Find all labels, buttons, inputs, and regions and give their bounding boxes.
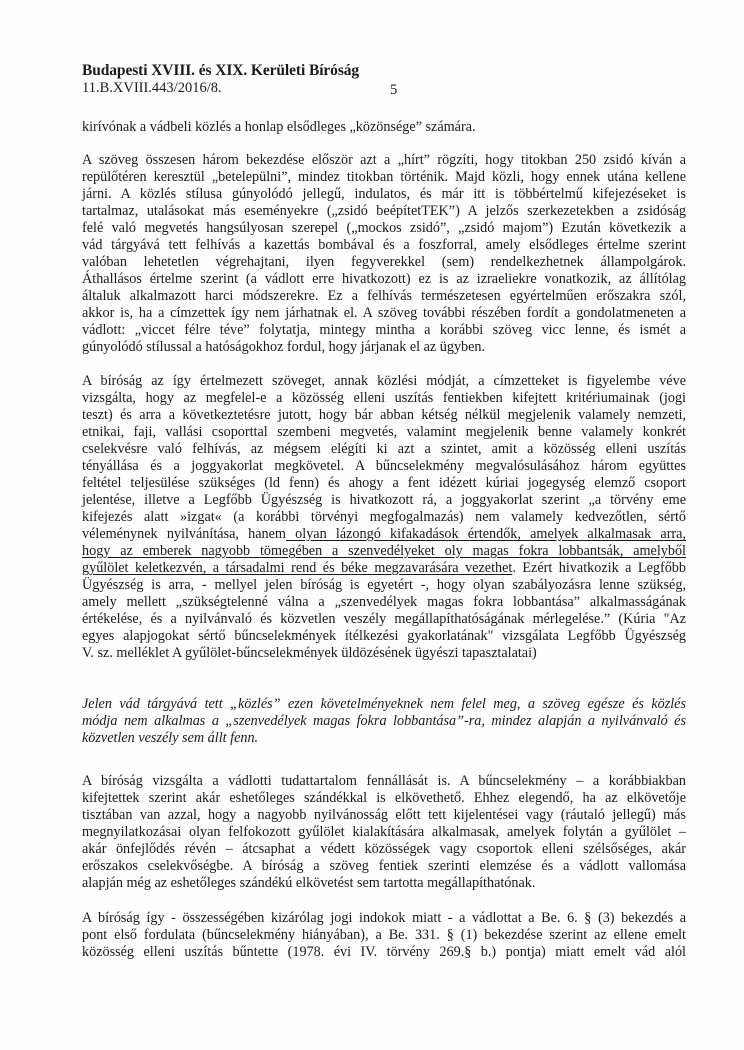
paragraph-line: tartalmaz, utalásokat más eseményekre („zsidó beépítetTEK”) A jelzős szerkezetekben a zsidóság [82,203,686,219]
paragraph-line: felé való megvetés hangsúlyosan szerepel („mockos zsidó”, „zsidó majom”) Ezután következik a [82,220,686,236]
court-name: Budapesti XVIII. és XIX. Kerületi Bíróság [82,62,360,79]
paragraph-line: általuk alkalmazott harci módszerekre. Ez a felhívás természetesen egyértelműen erőszakra szól, [82,288,686,304]
paragraph-line: tényállása és a joggyakorlat megkövetel. A bűncselekmény megvalósulásához három együttes [82,458,686,474]
paragraph-line: tisztában van azzal, hogy a nagyobb nyilvánosság előtt tett kijelentései vagy (ráutaló jellegű) más [82,807,686,823]
paragraph-line: amely mellett „szükségtelenné válna a „szenvedélyek magas fokra lobbantása” alkalmasságának [82,594,686,610]
paragraph-line: közösség elleni uszítás bűntette (1978. évi IV. törvény 269.§ b.) pontja) miatt emelt vád alól [82,944,686,960]
paragraph-line: erőszakos cselekvőségbe. A bíróság a szöveg fentiek szerinti elemzése és a vádlott vallomása [82,858,686,874]
paragraph-line: közvetlen veszély sem állt fenn. [82,730,259,746]
paragraph-line: V. sz. melléklet A gyűlölet-bűncselekmények üldözésének ügyészi tapasztalatai) [82,645,537,661]
paragraph-line: feltétel teljesülése szükséges (ld fenn) és ahogy a fent idézett kúriai jogegység elemző csoport [82,475,686,491]
paragraph-line: akár önfejlődés révén – átcsaphat a védett közösségek vagy csoportok elleni szélsőséges, akár [82,841,686,857]
paragraph-line: A bíróság így - összességében kizárólag jogi indokok miatt - a vádlottat a Be. 6. § (3) bekezdés a [82,910,686,926]
paragraph-line: járni. A közlés stílusa gúnyolódó jellegű, indulatos, és már itt is többértelmű kifejezéseket is [82,186,686,202]
paragraph-line: repülőtéren keresztül „betelepülni”, mindez titokban történik. Majd közli, hogy ennek utána kellene [82,169,686,185]
paragraph-line: Ügyészség is arra, - mellyel jelen bíróság is egyetért -, hogy olyan szabályozásra lenne szükség, [82,577,686,593]
paragraph-line: vád tárgyává tett felhívás a kazettás bombával és a foszforral, amely elsődleges értelme szerint [82,237,686,253]
paragraph-line: cselekvésre való felhívás, az mégsem elégíti ki azt a szintet, amit a közösség elleni uszítás [82,441,686,457]
case-number: 11.B.XVIII.443/2016/8. [82,80,222,96]
paragraph-line: Áthallásos értelme szerint (a vádlott erre hivatkozott) ez is az izraeliekre vonatkozik, az állítólag [82,271,686,287]
underlined-quote: olyan lázongó kifakadások értendők, amelyek alkalmasak arra, [285,526,687,542]
paragraph-line: kifejezés alatt »izgat« (a korábbi törvényi megfogalmazás) nem valamely kedvezőtlen, sértő [82,509,686,525]
underlined-quote: hogy az emberek nagyobb tömegében a szenvedélyeket oly magas fokra lobbantsák, amelyből [82,543,686,559]
paragraph-line: vádlott: „viccet félre téve” folytatja, mintegy mintha a korábbi szöveg vicc lenne, és ismét a [82,322,686,338]
paragraph-line: A szöveg összesen három bekezdése először azt a „hírt” rögzíti, hogy titokban 250 zsidó kíván a [82,152,686,168]
underlined-quote: gyűlölet keletkezvén, a társadalmi rend és béke megzavarására vezethet [82,560,513,576]
paragraph-line [82,560,686,577]
paragraph-line: pont első fordulata (bűncselekmény hiányában), a Be. 331. § (1) bekezdése szerint az ellene emelt [82,927,686,943]
paragraph-line: teszt) és arra a következtetésre jutott, hogy bár abban kétség nélkül megjelenik valamely nemzeti, [82,407,686,423]
paragraph-line: valóban lehetetlen végrehajtani, ilyen fegyverekkel (sem) rendelkezhetnek állampolgárok. [82,254,686,270]
paragraph-line: módja nem alkalmas a „szenvedélyek magas fokra lobbantása”-ra, mindez alapján a nyilvánvaló és [82,713,686,729]
paragraph-line: kifejtettek szerint akár eshetőleges szándékkal is elkövethető. Ehhez elegendő, ha az elkövetője [82,790,686,806]
paragraph-line: Jelen vád tárgyává tett „közlés” ezen követelményeknek nem felel meg, a szöveg egésze és közlés [82,696,686,712]
page-number: 5 [390,82,398,98]
paragraph-line: gúnyolódó stílussal a hatóságokhoz fordul, hogy járjanak el az ügyben. [82,339,486,355]
paragraph-line: etnikai, faji, vallási csoporttal szembeni megvetés, valamint megjelenik benne valamely konkrét [82,424,686,440]
paragraph-line: értékelése, és a nyilvánvaló és közvetlen veszély megállapíthatóságának mérlegelése.” (Kúria "Az [82,611,686,627]
paragraph-line: megnyilatkozásai olyan felfokozott gyűlölet kialakítására alkalmasak, amelyek folytán a gyűlölet – [82,824,686,840]
paragraph-line: vizsgálta, hogy az megfelel-e a közösség elleni uszítás fentiekben kifejtett kritériumainak (jogi [82,390,686,406]
paragraph-line: A bíróság az így értelmezett szöveget, annak közlési módját, a címzetteket is figyelembe véve [82,373,686,389]
paragraph-line: akkor is, ha a címzettek így nem járhatnak el. A szöveg további részében fordít a gondolatmeneten a [82,305,686,321]
paragraph-line: alapján még az eshetőleges szándékú elkövetést sem tartotta megállapíthatónak. [82,875,536,891]
paragraph-line: A bíróság vizsgálta a vádlotti tudattartalom fennállását is. A bűncselekmény – a korábbiakban [82,773,686,789]
plain-text: . Ezért hivatkozik a Legfőbb [512,560,686,576]
paragraph-line: kirívónak a vádbeli közlés a honlap elsődleges „közönsége” számára. [82,119,476,135]
paragraph-line: jelentése, illetve a Legfőbb Ügyészség is hivatkozott rá, a joggyakorlat szerint „a törvény eme [82,492,686,508]
paragraph-line [82,526,686,543]
plain-text: véleménynek nyilvánítása, hanem [82,526,286,542]
paragraph-line: egyes alapjogokat sértő bűncselekmények ítélkezési gyakorlatának" vizsgálata Legfőbb Ügyészség [82,628,686,644]
